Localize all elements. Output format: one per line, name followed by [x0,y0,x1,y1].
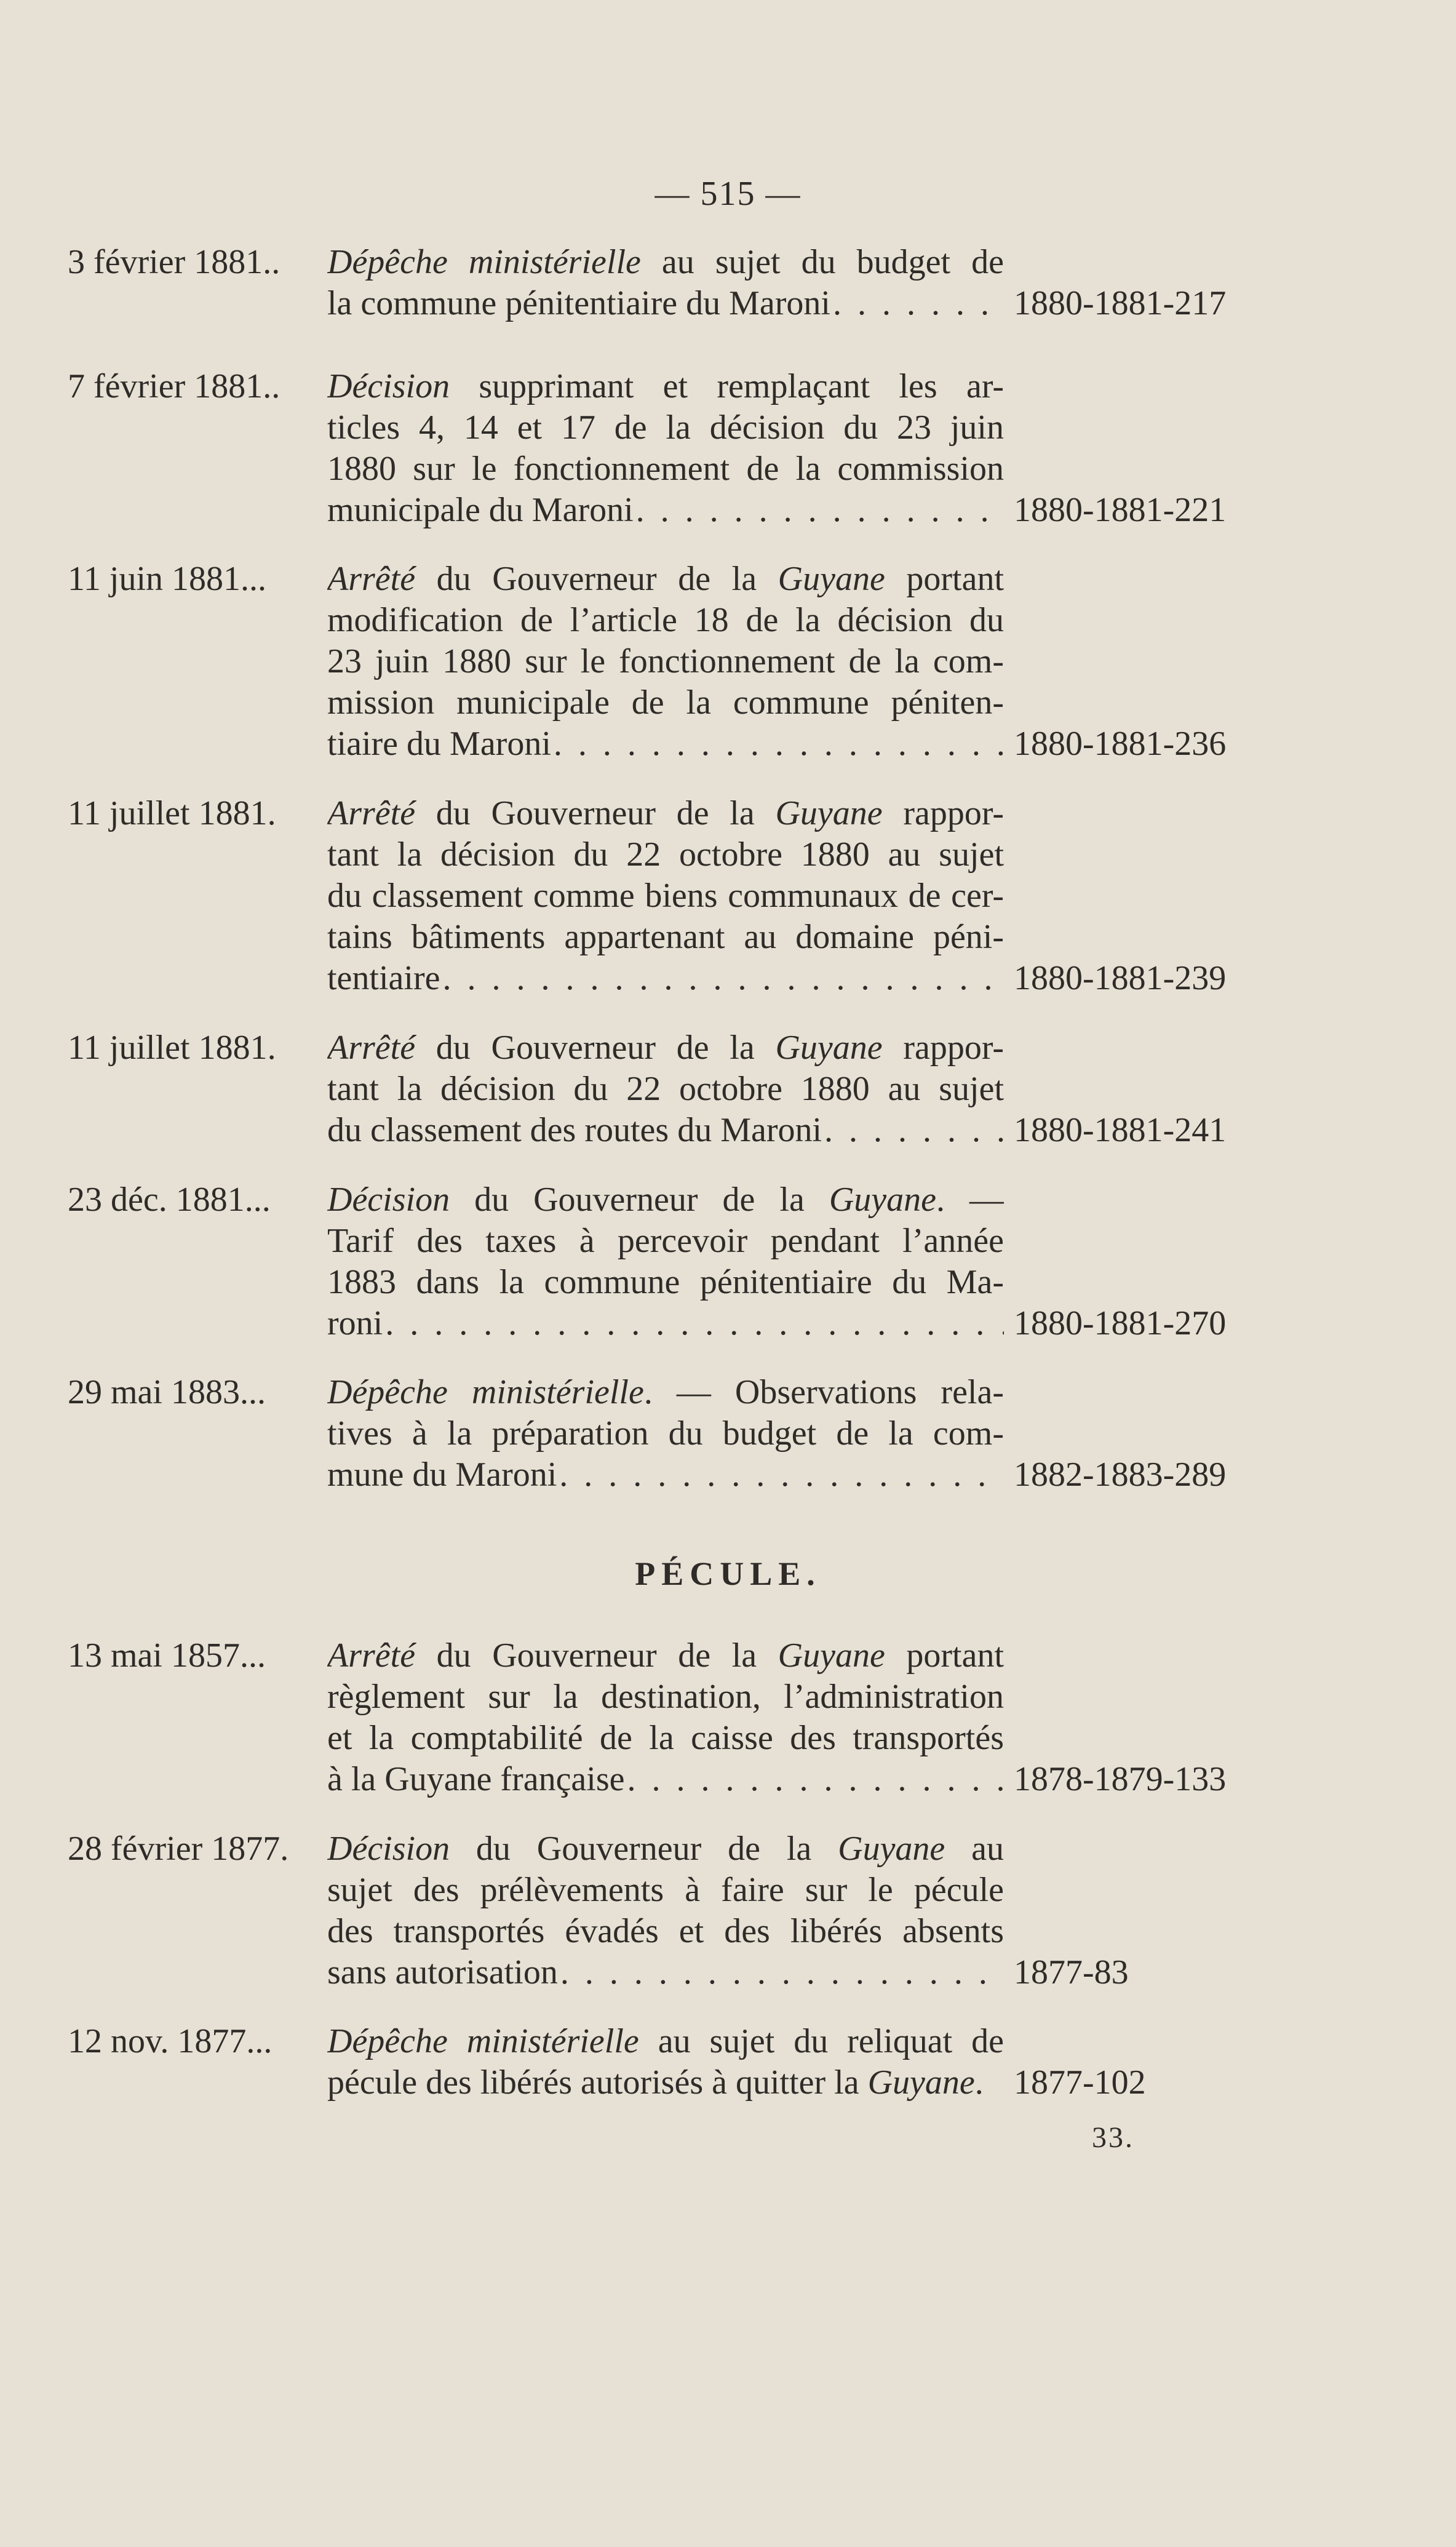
entry-reference: 1877-83 [1014,1953,1129,1991]
description-line: Dépêche ministérielle. — Observations rela- [327,1373,1004,1411]
description-line: roni . . . [327,1303,1004,1344]
description-line: mission municipale de la commune péniten- [327,684,1004,722]
entry-date: 3 février 1881.. [68,243,280,281]
description-line: modification de l’article 18 de la décision du [327,601,1004,639]
description-line: tives à la préparation du budget de la com- [327,1414,1004,1453]
description-line: Arrêté du Gouverneur de la Guyane portant [327,560,1004,598]
entry-description [327,1828,1004,1993]
description-line: la commune pénitentiaire du Maroni . . . [327,283,1004,324]
description-line: à la Guyane française . . . [327,1759,1004,1800]
description-line: sujet des prélèvements à faire sur le pécule [327,1871,1004,1909]
section-title: PÉCULE. [635,1555,821,1592]
description-line: règlement sur la destination, l’administration [327,1678,1004,1716]
description-line: tant la décision du 22 octobre 1880 au sujet [327,1070,1004,1108]
description-line: municipale du Maroni . . . [327,490,1004,531]
entry-date: 11 juillet 1881. [68,1029,276,1067]
entry-reference: 1877-102 [1014,2063,1146,2102]
entry-reference: 1880-1881-217 [1014,284,1227,322]
leader-dots [627,1759,1004,1800]
description-line: 23 juin 1880 sur le fonctionnement de la com- [327,642,1004,680]
description-line: Décision du Gouverneur de la Guyane au [327,1830,1004,1868]
leader-dots [442,958,1004,999]
entry-description [327,1027,1004,1151]
entry-description [327,1179,1004,1344]
description-line: Décision supprimant et remplaçant les ar- [327,367,1004,405]
leader-dots [554,723,1004,765]
leader-dots [824,1110,1004,1151]
description-line: des transportés évadés et des libérés absents [327,1912,1004,1950]
description-line: Arrêté du Gouverneur de la Guyane portant [327,1636,1004,1675]
entry-description [327,1372,1004,1496]
entry-date: 7 février 1881.. [68,367,280,405]
description-line: ticles 4, 14 et 17 de la décision du 23 juin [327,409,1004,447]
entry-date: 11 juillet 1881. [68,794,276,832]
description-line: Dépêche ministérielle au sujet du reliquat de [327,2022,1004,2060]
entry-description [327,366,1004,531]
entry-date: 23 déc. 1881... [68,1181,271,1219]
entry-date: 28 février 1877. [68,1830,289,1868]
entry-date: 29 mai 1883... [68,1373,266,1411]
page-folio: — 515 — [654,175,802,213]
entry-reference: 1880-1881-236 [1014,725,1227,763]
signature-mark: 33. [1092,2121,1134,2154]
entry-description [327,559,1004,765]
leader-dots [833,283,1004,324]
leader-dots [385,1303,1004,1344]
leader-dots [559,1454,1004,1496]
description-line: Décision du Gouverneur de la Guyane. — [327,1181,1004,1219]
description-line: et la comptabilité de la caisse des transportés [327,1719,1004,1757]
description-line: tentiaire . . . [327,958,1004,999]
entry-reference: 1880-1881-270 [1014,1304,1227,1342]
description-line: 1880 sur le fonctionnement de la commission [327,450,1004,488]
entry-date: 12 nov. 1877... [68,2022,273,2060]
description-line: Arrêté du Gouverneur de la Guyane rappor- [327,1029,1004,1067]
description-line: Dépêche ministérielle au sujet du budget de [327,243,1004,281]
description-line: tains bâtiments appartenant au domaine péni- [327,918,1004,956]
entry-reference: 1880-1881-239 [1014,959,1227,997]
description-line: tant la décision du 22 octobre 1880 au sujet [327,835,1004,874]
leader-dots [560,1952,1004,1993]
description-line: Tarif des taxes à percevoir pendant l’année [327,1222,1004,1260]
description-line: mune du Maroni . . . [327,1454,1004,1496]
description-line: du classement des routes du Maroni . . . [327,1110,1004,1151]
description-line: pécule des libérés autorisés à quitter la Guyane. [327,2063,984,2102]
entry-date: 13 mai 1857... [68,1636,266,1675]
entry-reference: 1882-1883-289 [1014,1456,1227,1494]
description-line: 1883 dans la commune pénitentiaire du Ma- [327,1263,1004,1301]
description-line: tiaire du Maroni . . . [327,723,1004,765]
entry-description [327,2021,1004,2103]
description-line: Arrêté du Gouverneur de la Guyane rappor- [327,794,1004,832]
entry-reference: 1878-1879-133 [1014,1760,1227,1798]
entry-description [327,1635,1004,1800]
description-line: sans autorisation . . . [327,1952,1004,1993]
entry-reference: 1880-1881-221 [1014,491,1227,529]
entry-reference: 1880-1881-241 [1014,1111,1227,1149]
leader-dots [636,490,1004,531]
description-line: du classement comme biens communaux de cer- [327,877,1004,915]
entry-description [327,793,1004,999]
entry-description [327,242,1004,324]
entry-date: 11 juin 1881... [68,560,267,598]
